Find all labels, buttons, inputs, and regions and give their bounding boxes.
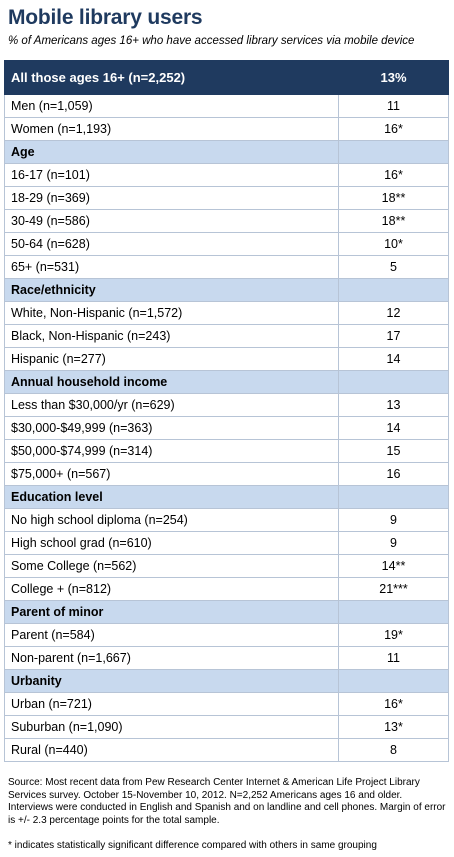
chart-title: Mobile library users (8, 6, 203, 29)
row-label: Less than $30,000/yr (n=629) (5, 394, 339, 417)
row-label: Non-parent (n=1,667) (5, 647, 339, 670)
table-row (5, 187, 449, 210)
significance-footnote: * indicates statistically significant difference compared with others in same grouping (8, 840, 377, 851)
section-header-row (5, 486, 449, 509)
row-label: Urban (n=721) (5, 693, 339, 716)
table-row (5, 440, 449, 463)
section-header-row (5, 601, 449, 624)
section-label: Parent of minor (5, 601, 339, 624)
row-label: 30-49 (n=586) (5, 210, 339, 233)
table-row (5, 210, 449, 233)
row-value: 11 (339, 95, 449, 118)
table-row (5, 647, 449, 670)
section-header-row (5, 279, 449, 302)
row-value: 9 (339, 509, 449, 532)
table-row (5, 95, 449, 118)
table-row (5, 578, 449, 601)
table-row (5, 532, 449, 555)
row-value: 16 (339, 463, 449, 486)
row-label: Hispanic (n=277) (5, 348, 339, 371)
section-label: Annual household income (5, 371, 339, 394)
row-value: 13 (339, 394, 449, 417)
row-value: 8 (339, 739, 449, 762)
row-value: 14 (339, 417, 449, 440)
row-label: Black, Non-Hispanic (n=243) (5, 325, 339, 348)
section-value-cell (339, 670, 449, 693)
row-label: Men (n=1,059) (5, 95, 339, 118)
row-label: Rural (n=440) (5, 739, 339, 762)
data-table (4, 60, 449, 762)
row-value: 16* (339, 118, 449, 141)
row-value: 5 (339, 256, 449, 279)
table-row (5, 693, 449, 716)
section-value-cell (339, 279, 449, 302)
row-value: 15 (339, 440, 449, 463)
chart-subtitle: % of Americans ages 16+ who have accessed library services via mobile device (8, 35, 415, 47)
section-value-cell (339, 141, 449, 164)
section-value-cell (339, 371, 449, 394)
row-label: Women (n=1,193) (5, 118, 339, 141)
row-value: 13* (339, 716, 449, 739)
table-row (5, 256, 449, 279)
header-value: 13% (339, 61, 449, 95)
table-row (5, 555, 449, 578)
row-label: 50-64 (n=628) (5, 233, 339, 256)
section-label: Urbanity (5, 670, 339, 693)
row-label: White, Non-Hispanic (n=1,572) (5, 302, 339, 325)
table-row (5, 509, 449, 532)
row-value: 16* (339, 693, 449, 716)
row-value: 9 (339, 532, 449, 555)
section-label: Education level (5, 486, 339, 509)
row-label: Some College (n=562) (5, 555, 339, 578)
row-label: 16-17 (n=101) (5, 164, 339, 187)
table-row (5, 394, 449, 417)
row-value: 14** (339, 555, 449, 578)
row-label: 18-29 (n=369) (5, 187, 339, 210)
source-note: Source: Most recent data from Pew Research Center Internet & American Life Project Library Services survey. October 15-November 10, 2012. N=2,252 Americans ages 16 and older. Interviews were conducted in English and Spanish and on landline and cell phones. Margin of error is +/- 2.3 percentage points for the total sample. (8, 777, 446, 826)
section-header-row (5, 141, 449, 164)
row-value: 21*** (339, 578, 449, 601)
row-value: 17 (339, 325, 449, 348)
row-label: $75,000+ (n=567) (5, 463, 339, 486)
row-label: College + (n=812) (5, 578, 339, 601)
section-header-row (5, 371, 449, 394)
table-row (5, 624, 449, 647)
table-row (5, 739, 449, 762)
row-value: 11 (339, 647, 449, 670)
row-value: 19* (339, 624, 449, 647)
section-label: Race/ethnicity (5, 279, 339, 302)
table-row (5, 417, 449, 440)
row-value: 10* (339, 233, 449, 256)
table-row (5, 716, 449, 739)
row-label: $30,000-$49,999 (n=363) (5, 417, 339, 440)
row-label: $50,000-$74,999 (n=314) (5, 440, 339, 463)
row-value: 18** (339, 210, 449, 233)
table-row (5, 325, 449, 348)
section-value-cell (339, 601, 449, 624)
table-row (5, 463, 449, 486)
row-value: 16* (339, 164, 449, 187)
section-value-cell (339, 486, 449, 509)
row-label: No high school diploma (n=254) (5, 509, 339, 532)
table-row (5, 233, 449, 256)
section-label: Age (5, 141, 339, 164)
table-row (5, 118, 449, 141)
row-label: High school grad (n=610) (5, 532, 339, 555)
section-header-row (5, 670, 449, 693)
row-label: 65+ (n=531) (5, 256, 339, 279)
row-value: 14 (339, 348, 449, 371)
table-row (5, 164, 449, 187)
header-label: All those ages 16+ (n=2,252) (5, 61, 339, 95)
table-row (5, 348, 449, 371)
table-row (5, 302, 449, 325)
row-value: 12 (339, 302, 449, 325)
table-body (5, 61, 449, 762)
row-label: Parent (n=584) (5, 624, 339, 647)
row-label: Suburban (n=1,090) (5, 716, 339, 739)
table-header-row (5, 61, 449, 95)
row-value: 18** (339, 187, 449, 210)
